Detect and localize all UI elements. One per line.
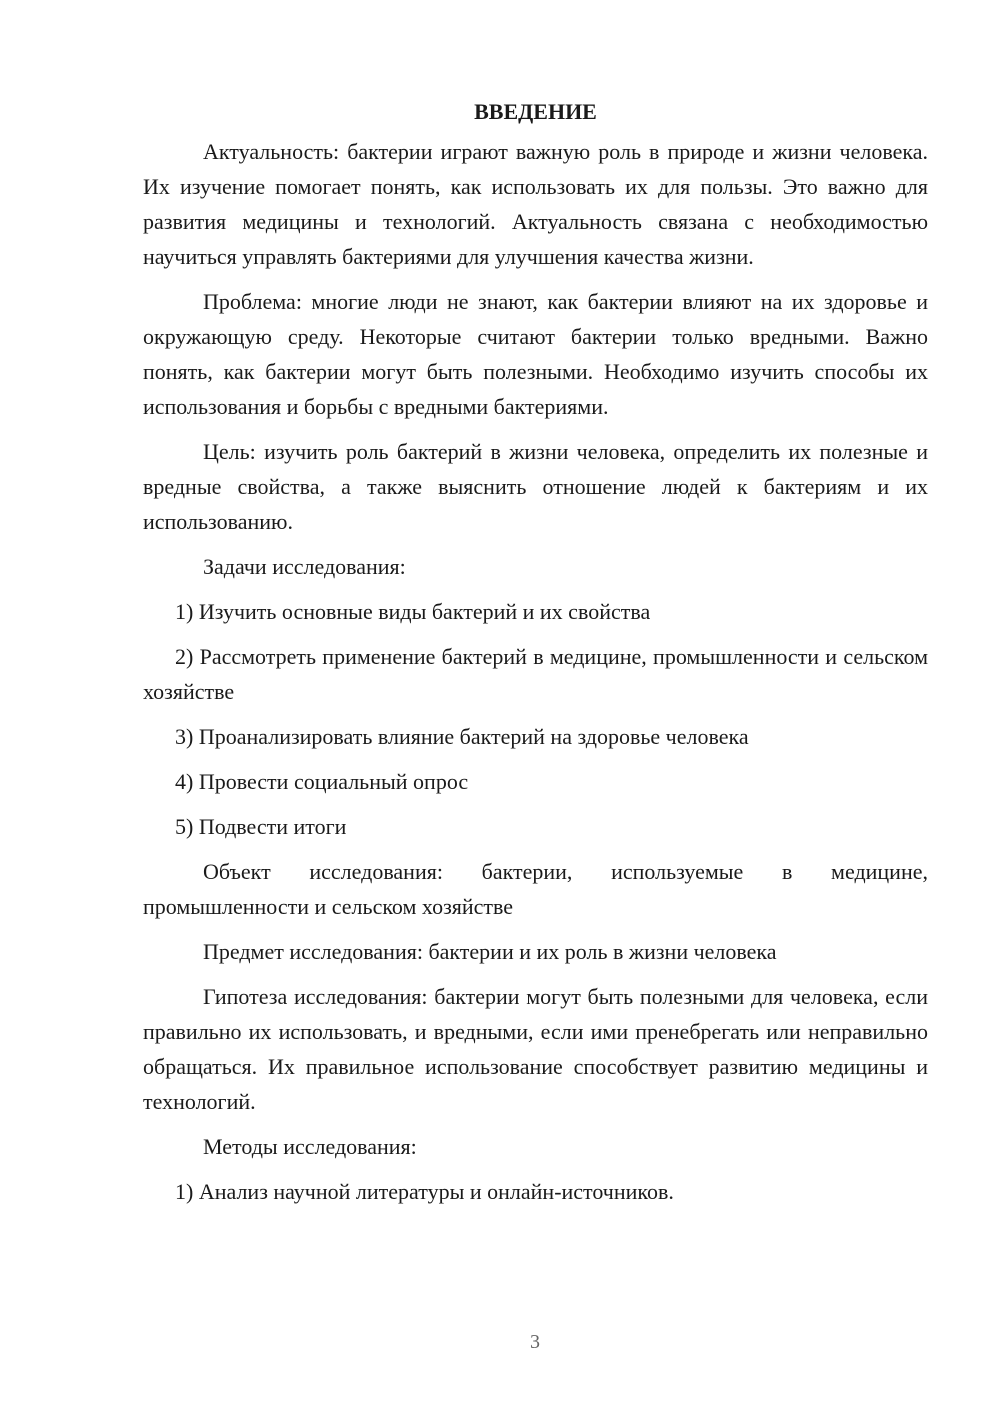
goal-paragraph: Цель: изучить роль бактерий в жизни человека, определить их полезные и вредные свойства, а также выяснить отношение людей к бактериям и их использованию. [143,439,928,534]
task-item: 1) Изучить основные виды бактерий и их свойства [175,599,651,624]
task-item: 2) Рассмотреть применение бактерий в медицине, промышленности и сельском хозяйстве [143,644,928,704]
object-paragraph: Объект исследования: бактерии, используемые в медицине, промышленности и сельском хозяйстве [143,859,928,919]
method-item: 1) Анализ научной литературы и онлайн-источников. [175,1179,674,1204]
page-number: 3 [530,1331,540,1353]
page-title: ВВЕДЕНИЕ [474,99,597,124]
tasks-heading: Задачи исследования: [203,554,406,579]
methods-heading: Методы исследования: [203,1134,417,1159]
task-item: 3) Проанализировать влияние бактерий на здоровье человека [175,724,749,749]
task-item: 5) Подвести итоги [175,814,347,839]
hypothesis-paragraph: Гипотеза исследования: бактерии могут быть полезными для человека, если правильно их использовать, и вредными, если ими пренебрегать или неправильно обращаться. Их правильное использование способствует развитию медицины и технологий. [143,984,928,1114]
page-content [143,94,928,1219]
relevance-paragraph: Актуальность: бактерии играют важную роль в природе и жизни человека. Их изучение помогает понять, как использовать их для пользы. Это важно для развития медицины и технологий. Актуальность связана с необходимостью научиться управлять бактериями для улучшения качества жизни. [143,139,928,269]
task-item: 4) Провести социальный опрос [175,769,469,794]
subject-paragraph: Предмет исследования: бактерии и их роль в жизни человека [203,939,777,964]
problem-paragraph: Проблема: многие люди не знают, как бактерии влияют на их здоровье и окружающую среду. Некоторые считают бактерии только вредными. Важно понять, как бактерии могут быть полезными. Необходимо изучить способы их использования и борьбы с вредными бактериями. [143,289,928,419]
